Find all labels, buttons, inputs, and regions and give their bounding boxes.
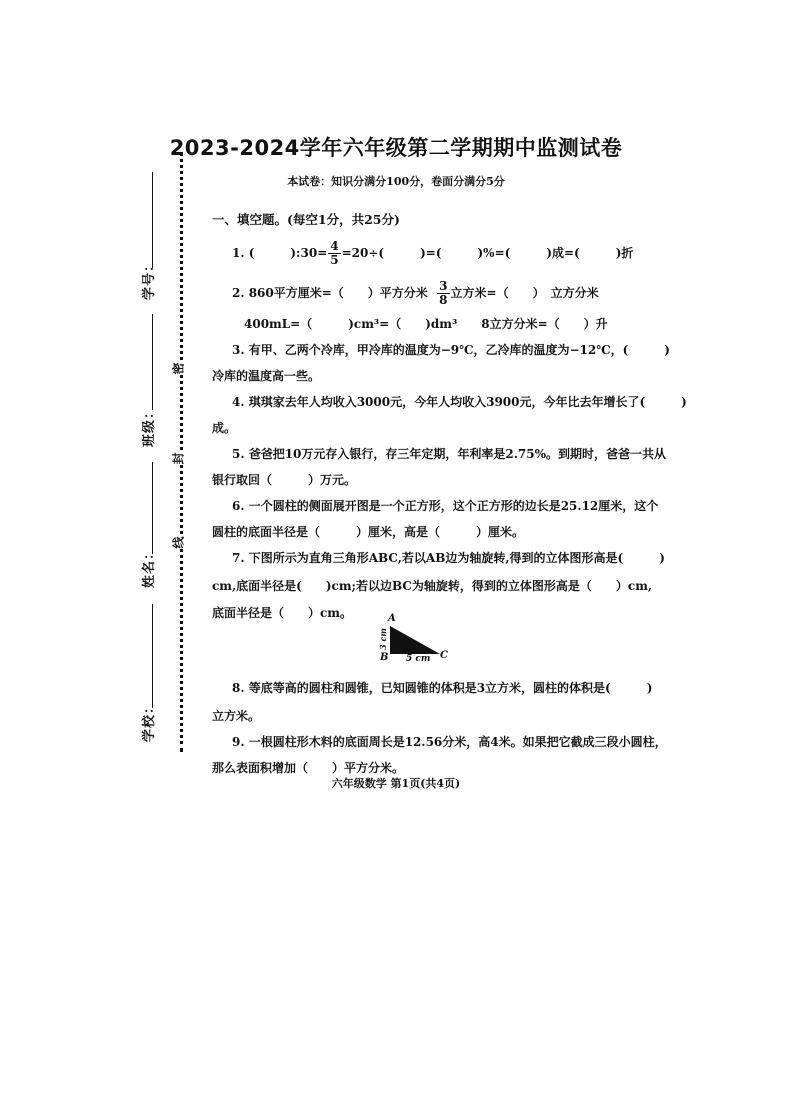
question-5-line-2: 银行取回（ ）万元。 <box>212 473 357 487</box>
question-4-line-2: 成。 <box>212 421 237 435</box>
question-5-line-1: 5. 爸爸把10万元存入银行，存三年定期，年利率是2.75%。到期时，爸爸一共从 <box>232 447 667 461</box>
seal-feng: 封 <box>168 452 189 464</box>
side-bc-label: 5 cm <box>406 654 431 664</box>
page-subtitle: 本试卷：知识分满分100分，卷面分满分5分 <box>287 175 505 188</box>
page-title: 2023-2024学年六年级第二学期期中监测试卷 <box>169 136 623 160</box>
question-7-line-1: 7. 下图所示为直角三角形ABC,若以AB边为轴旋转,得到的立体图形高是( ) <box>232 551 665 565</box>
class-label: 班级： <box>142 404 157 447</box>
question-9-line-2: 那么表面积增加（ ）平方分米。 <box>212 761 405 775</box>
side-ab-label: 3 cm <box>377 628 388 650</box>
question-8-line-2: 立方米。 <box>212 709 261 723</box>
seal-mi: 密 <box>168 362 189 374</box>
question-3-line-1: 3. 有甲、乙两个冷库，甲冷库的温度为−9℃，乙冷库的温度为−12℃，( ) <box>232 343 670 357</box>
student-no-label: 学号： <box>142 257 157 300</box>
triangle-figure <box>378 604 458 666</box>
q1-frac-num: 4 <box>330 239 339 253</box>
question-3-line-2: 冷库的温度高一些。 <box>212 369 321 383</box>
question-2b: 400mL=（ )cm³=（ )dm³ 8立方分米=（ ）升 <box>244 317 608 331</box>
triangle-abc <box>390 626 440 654</box>
question-6-line-1: 6. 一个圆柱的侧面展开图是一个正方形，这个正方形的边长是25.12厘米，这个 <box>232 499 659 513</box>
class-line <box>152 314 153 410</box>
seal-xian: 线 <box>168 536 189 548</box>
q2a-fraction <box>437 280 449 307</box>
question-9-line-1: 9. 一根圆柱形木料的底面周长是12.56分米，高4米。如果把它截成三段小圆柱， <box>232 735 667 749</box>
q1-frac-den: 5 <box>330 253 339 267</box>
question-2a <box>232 280 599 307</box>
question-1 <box>232 240 633 267</box>
q1-prefix: 1. ( ):30= <box>232 246 328 260</box>
vertex-a-label: A <box>388 613 396 624</box>
name-line <box>152 462 153 554</box>
q2a-frac-den: 8 <box>439 293 448 307</box>
q2a-prefix: 2. 860平方厘米=（ ）平方分米 <box>232 286 428 300</box>
vertex-b-label: B <box>380 652 389 663</box>
q1-fraction <box>328 240 340 267</box>
question-7-line-2: cm,底面半径是( )cm;若以边BC为轴旋转，得到的立体图形高是（ ）cm, <box>212 579 653 593</box>
question-4-line-1: 4. 琪琪家去年人均收入3000元，今年人均收入3900元，今年比去年增长了( ) <box>232 395 687 409</box>
q2a-frac-num: 3 <box>439 279 448 293</box>
name-label: 姓名： <box>142 545 157 588</box>
school-label: 学校： <box>142 699 157 742</box>
page-footer: 六年级数学 第1页(共4页) <box>331 777 461 790</box>
section-heading: 一、填空题。(每空1分，共25分) <box>212 212 400 227</box>
school-line <box>152 604 153 708</box>
question-8-line-1: 8. 等底等高的圆柱和圆锥，已知圆锥的体积是3立方米，圆柱的体积是( ) <box>232 681 653 695</box>
question-6-line-2: 圆柱的底面半径是（ ）厘米，高是（ ）厘米。 <box>212 525 525 539</box>
q2a-suffix: 立方米=（ ） 立方分米 <box>450 286 599 300</box>
question-7-line-3: 底面半径是（ ）cm。 <box>212 606 353 620</box>
vertex-c-label: C <box>440 650 448 661</box>
q1-suffix: =20÷( )=( )%=( )成=( )折 <box>341 246 634 260</box>
